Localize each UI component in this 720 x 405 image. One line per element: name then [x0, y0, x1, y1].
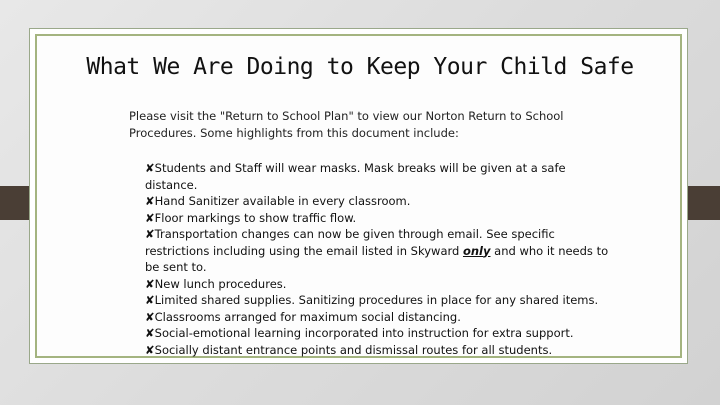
- x-mark-icon: ✘: [145, 342, 155, 357]
- x-mark-icon: ✘: [145, 326, 155, 340]
- bullet-sel: [145, 325, 615, 342]
- bullet-text: Hand Sanitizer available in every classroom.: [154, 194, 411, 208]
- bullet-lunch: [145, 276, 615, 293]
- slide-title: What We Are Doing to Keep Your Child Safe: [86, 54, 634, 80]
- bullet-text: New lunch procedures.: [154, 276, 287, 291]
- bullet-text: Socially distant entrance points and dismissal routes for all students.: [154, 342, 553, 357]
- bullet-floor-markings: [145, 210, 615, 227]
- bullet-transportation: [145, 226, 615, 276]
- bullet-text: Social-emotional learning incorporated into instruction for extra support.: [154, 326, 574, 340]
- bullet-entrance: [145, 342, 615, 359]
- bullet-sanitizer: [145, 193, 615, 210]
- bullet-text: Floor markings to show traffic flow.: [154, 210, 357, 225]
- bullet-text: Classrooms arranged for maximum social distancing.: [154, 309, 461, 324]
- bullet-text: Transportation changes can now be given through email. See specific restrictions including using the email listed in Skyward: [145, 227, 555, 258]
- x-mark-icon: ✘: [145, 276, 155, 291]
- bullet-text: Students and Staff will wear masks. Mask breaks will be given at a safe distance.: [145, 161, 566, 192]
- x-mark-icon: ✘: [145, 309, 155, 324]
- bullet-list: [145, 160, 615, 358]
- x-mark-icon: ✘: [145, 293, 155, 307]
- intro-paragraph: Please visit the "Return to School Plan" to view our Norton Return to School Procedures. Some highlights from this document include:: [129, 109, 564, 140]
- x-mark-icon: ✘: [145, 227, 155, 241]
- bullet-emphasis-only: only: [462, 243, 491, 258]
- bullet-masks: [145, 160, 615, 193]
- x-mark-icon: ✘: [145, 161, 155, 175]
- x-mark-icon: ✘: [145, 194, 155, 208]
- bullet-classrooms: [145, 309, 615, 326]
- bullet-text-tail: and who it needs to be sent to.: [145, 243, 609, 274]
- x-mark-icon: ✘: [145, 210, 155, 225]
- bullet-text: Limited shared supplies. Sanitizing procedures in place for any shared items.: [154, 293, 599, 307]
- bullet-supplies: [145, 292, 615, 309]
